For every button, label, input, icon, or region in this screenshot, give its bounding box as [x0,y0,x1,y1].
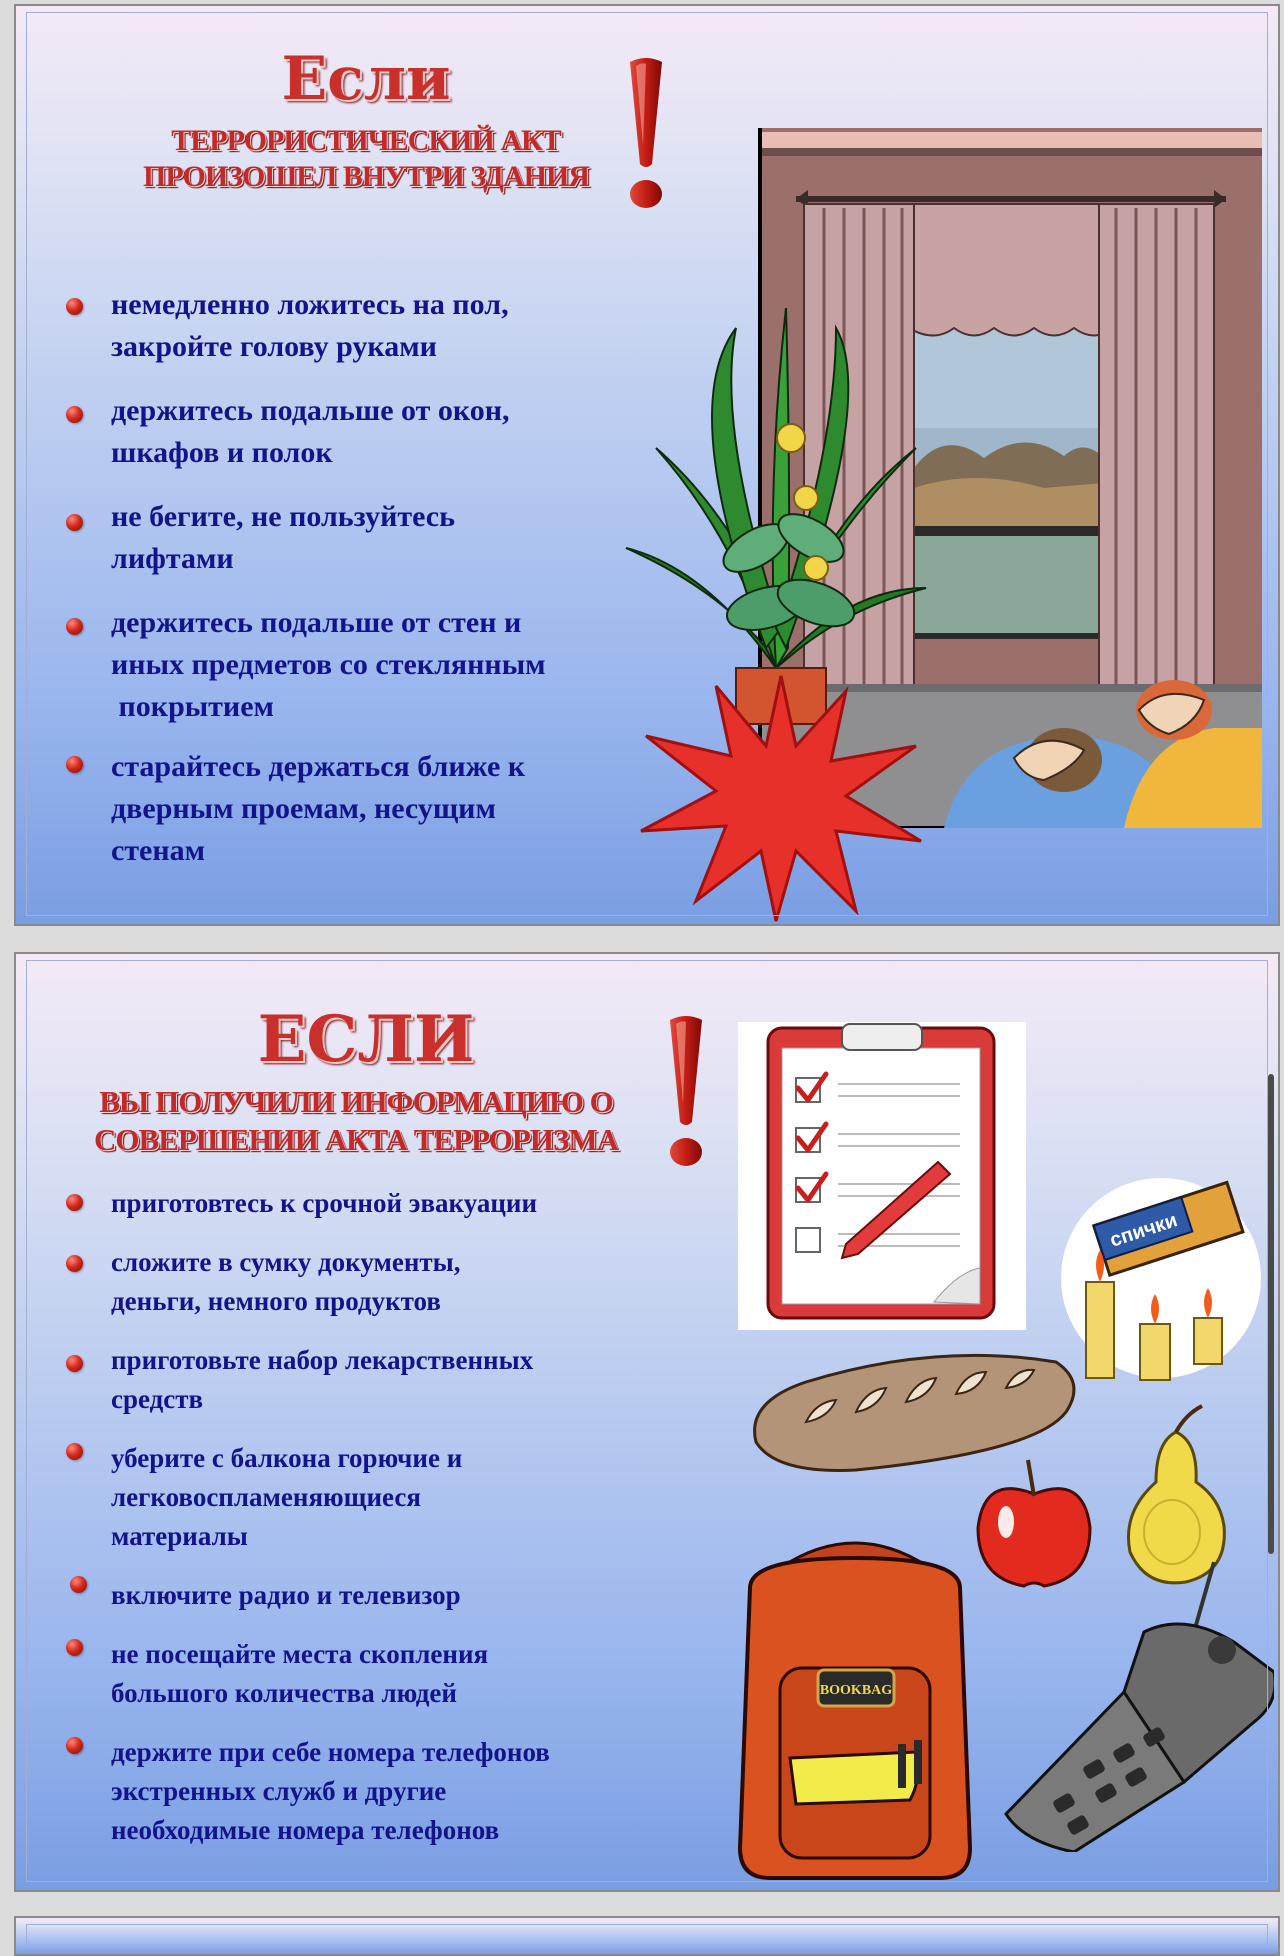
backpack-icon [710,1528,1000,1888]
mobile-phone-icon [984,1552,1274,1852]
bullet-icon [66,756,83,773]
bullet-icon [66,1443,83,1460]
list-item: не бегите, не пользуйтесь лифтами [66,496,666,580]
plant-illustration [616,288,936,728]
scrollbar-thumb[interactable] [1268,1074,1274,1554]
list-item: старайтесь держаться ближе к дверным проемам, несущим стенам [66,746,666,872]
list-item: не посещайте места скопления большого количества людей [66,1635,666,1713]
bullet-icon [66,1737,83,1754]
slide-terror-information [14,952,1280,1892]
list-item: держите при себе номера телефонов экстренных служб и другие необходимые номера телефонов [66,1733,666,1850]
list-item: держитесь подальше от стен и иных предметов со стеклянным покрытием [66,602,666,728]
slide1-bullet-list [66,284,666,872]
bullet-icon [66,1194,83,1211]
list-item: уберите с балкона горючие и легковоспламеняющиеся материалы [66,1439,666,1556]
matchbox-label: спички [1107,1209,1181,1252]
candles-matches-icon [1056,1160,1266,1390]
slide2-bullet-list [66,1184,666,1850]
bullet-icon [66,1639,83,1656]
bullet-icon [66,514,83,531]
list-item: приготовтесь к срочной эвакуации [66,1184,666,1223]
explosion-icon [636,666,926,926]
exclamation-icon [656,1014,716,1174]
slide2-subtitle-line1: ВЫ ПОЛУЧИЛИ ИНФОРМАЦИЮ О [99,1084,613,1119]
bullet-icon [66,1355,83,1372]
list-item: немедленно ложитесь на пол, закройте голову руками [66,284,666,368]
slide1-subtitle-line1: ТЕРРОРИСТИЧЕСКИЙ АКТ [171,124,561,157]
list-item: включите радио и телевизор [66,1576,666,1615]
bullet-icon [66,298,83,315]
bullet-icon [66,406,83,423]
clipboard-checklist-icon [738,1022,1026,1330]
slide2-subtitle-line2: СОВЕРШЕНИИ АКТА ТЕРРОРИЗМА [94,1122,618,1157]
list-item: держитесь подальше от окон, шкафов и полок [66,390,666,474]
slide1-subtitle-line2: ПРОИЗОШЕЛ ВНУТРИ ЗДАНИЯ [143,160,589,193]
slide-terror-inside-building [14,4,1280,926]
list-item: приготовьте набор лекарственных средств [66,1341,666,1419]
exclamation-icon [616,56,676,216]
bag-label: BOOKBAG [819,1683,893,1698]
slide1-title: Если [281,44,451,114]
list-item: сложите в сумку документы, деньги, немного продуктов [66,1243,666,1321]
slide-next-partial [14,1916,1280,1956]
slide2-title: ЕСЛИ [257,1002,475,1077]
bullet-icon [70,1576,87,1593]
bullet-icon [66,618,83,635]
bullet-icon [66,1255,83,1272]
